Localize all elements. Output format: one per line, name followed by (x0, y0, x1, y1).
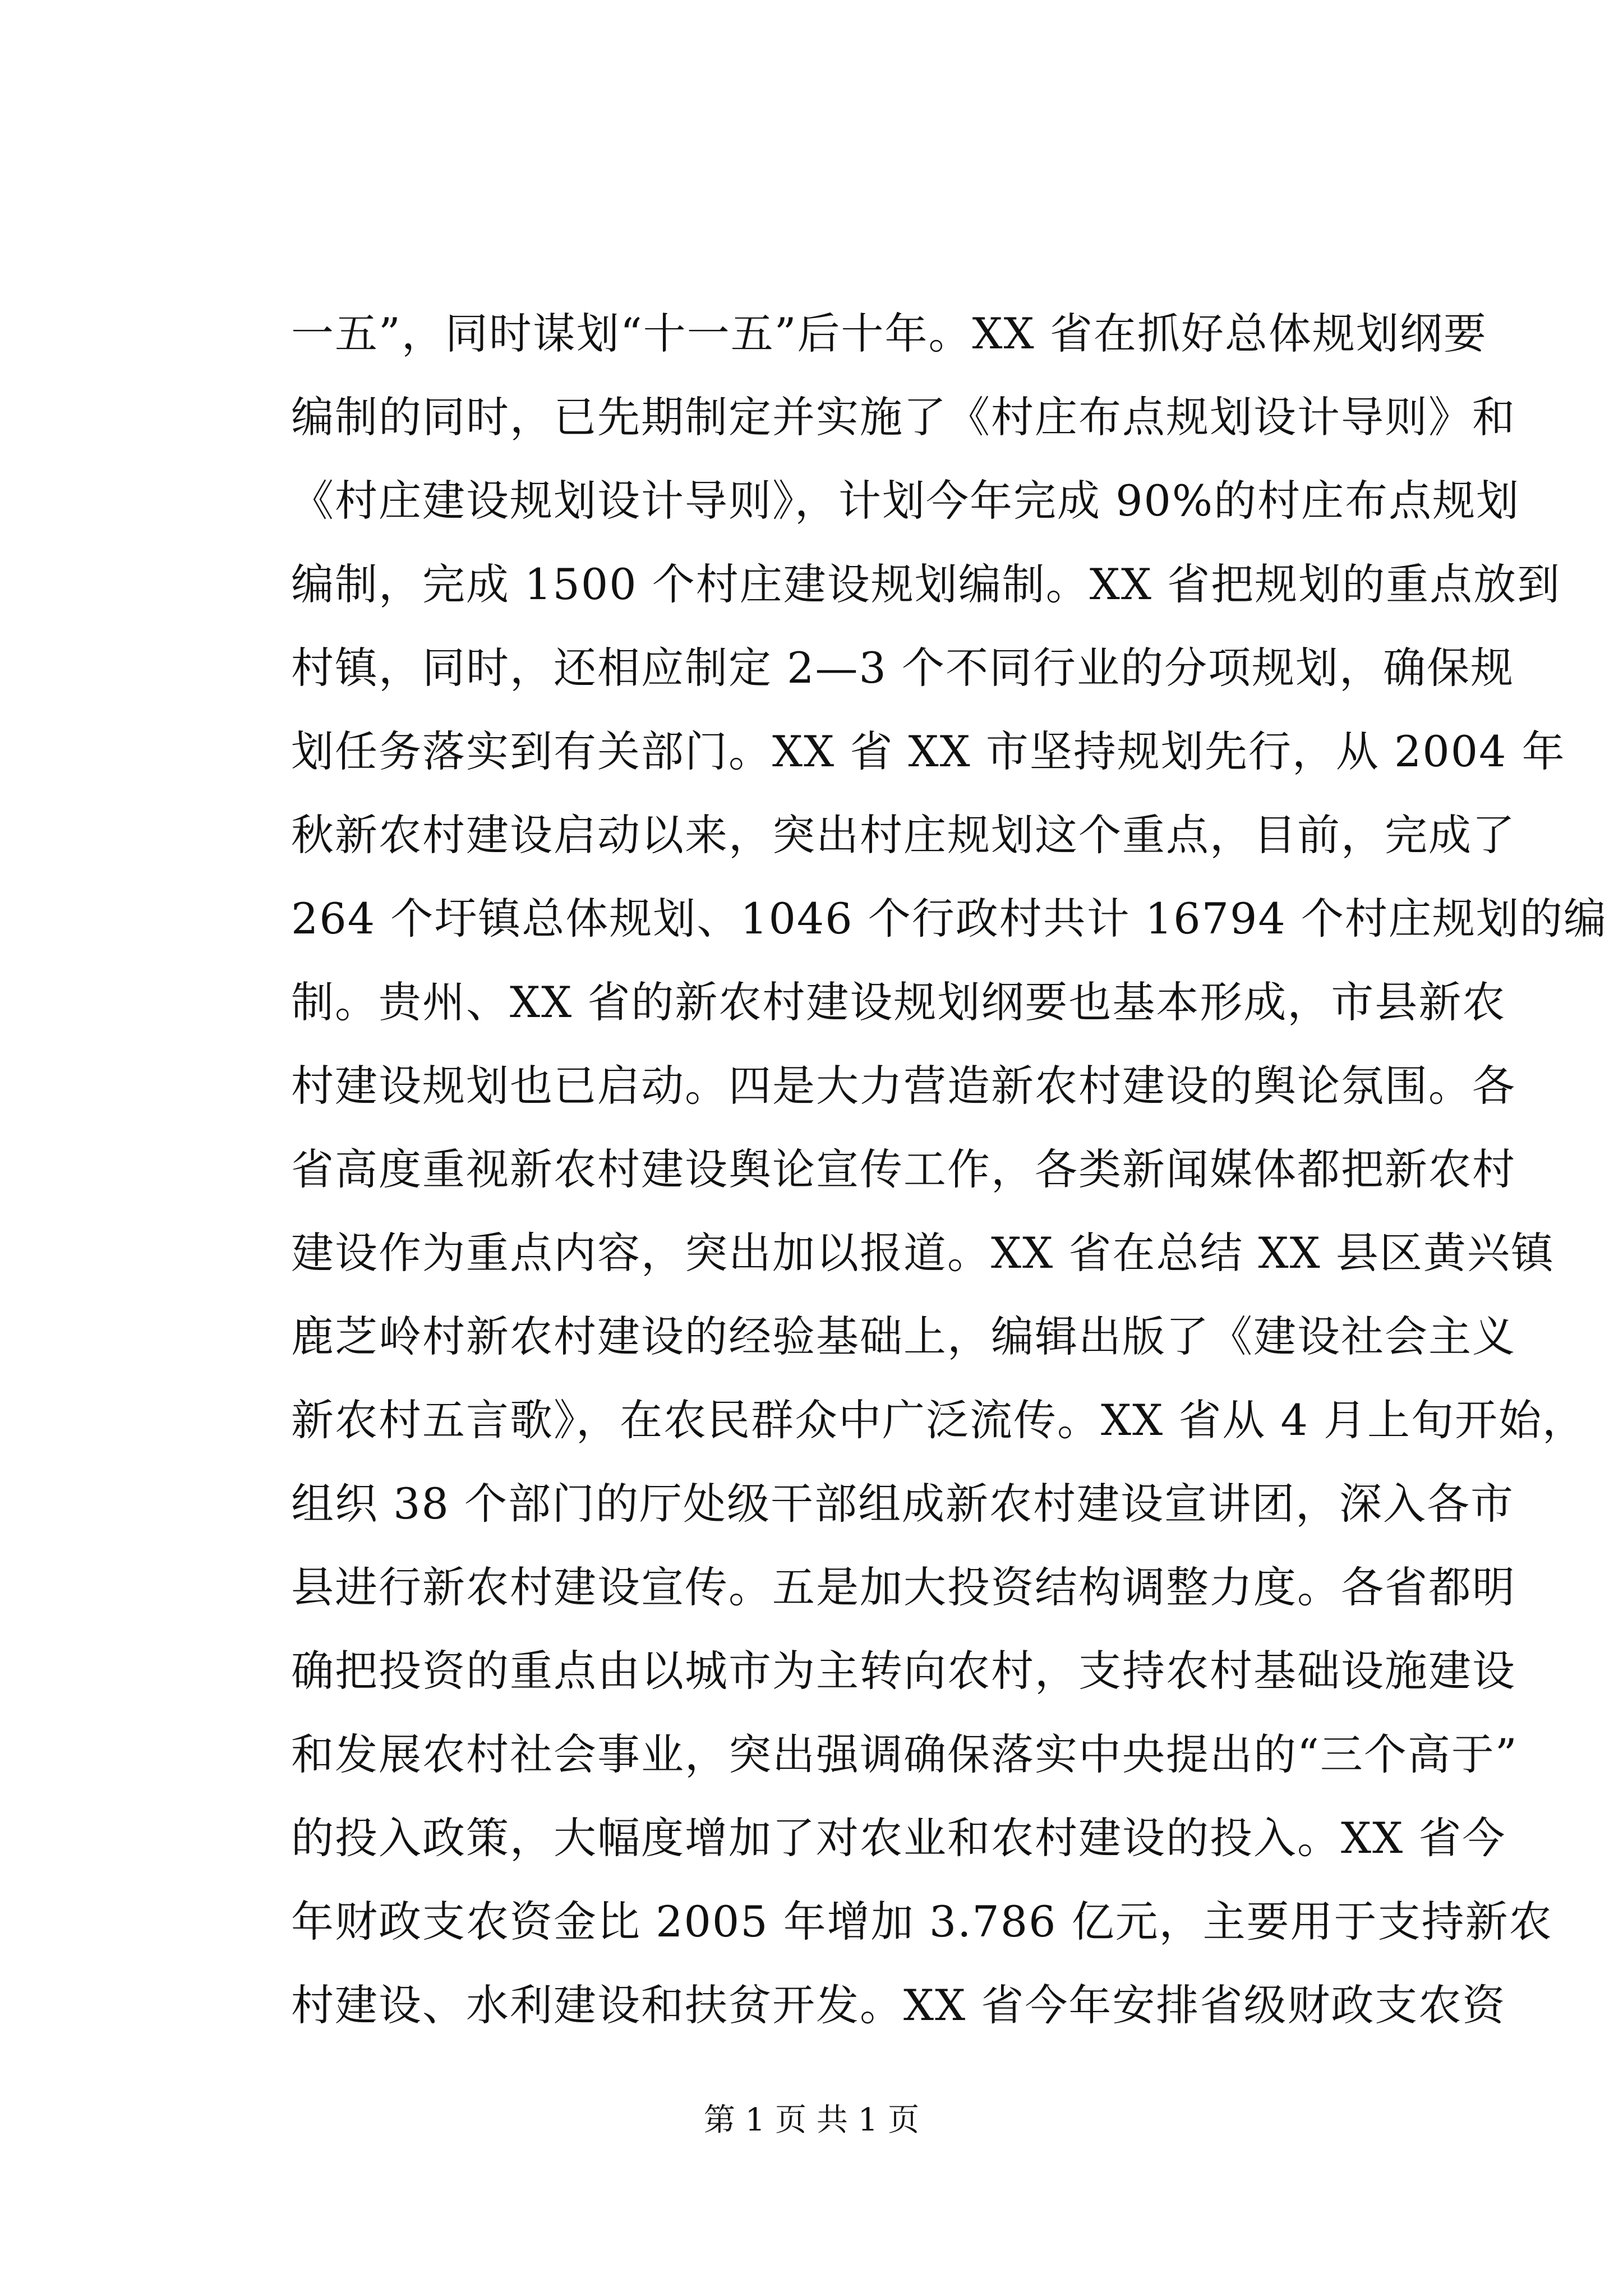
text-line: 《村庄建设规划设计导则》，计划今年完成 90%的村庄布点规划 (291, 476, 1520, 526)
text-line: 制。贵州、XX 省的新农村建设规划纲要也基本形成，市县新农 (291, 977, 1506, 1027)
text-line: 的投入政策，大幅度增加了对农业和农村建设的投入。XX 省今 (291, 1813, 1506, 1863)
text-line: 村建设、水利建设和扶贫开发。XX 省今年安排省级财政支农资 (291, 1980, 1506, 2030)
text-line: 264 个圩镇总体规划、1046 个行政村共计 16794 个村庄规划的编 (291, 894, 1607, 944)
text-line: 村建设规划也已启动。四是大力营造新农村建设的舆论氛围。各 (291, 1061, 1516, 1111)
text-line: 年财政支农资金比 2005 年增加 3.786 亿元，主要用于支持新农 (291, 1897, 1553, 1947)
text-line: 省高度重视新农村建设舆论宣传工作，各类新闻媒体都把新农村 (291, 1144, 1516, 1194)
text-line: 新农村五言歌》，在农民群众中广泛流传。XX 省从 4 月上旬开始， (291, 1395, 1587, 1445)
text-line: 确把投资的重点由以城市为主转向农村，支持农村基础设施建设 (291, 1646, 1516, 1696)
text-line: 一五”，同时谋划“十一五”后十年。XX 省在抓好总体规划纲要 (291, 309, 1487, 358)
text-line: 和发展农村社会事业，突出强调确保落实中央提出的“三个高于” (291, 1729, 1518, 1779)
text-line: 秋新农村建设启动以来，突出村庄规划这个重点，目前，完成了 (291, 810, 1516, 860)
text-line: 组织 38 个部门的厅处级干部组成新农村建设宣讲团，深入各市 (291, 1479, 1515, 1529)
text-line: 编制，完成 1500 个村庄建设规划编制。XX 省把规划的重点放到 (291, 559, 1561, 609)
body-text (291, 292, 1607, 2047)
text-line: 县进行新农村建设宣传。五是加大投资结构调整力度。各省都明 (291, 1562, 1516, 1612)
text-line: 鹿芝岭村新农村建设的经验基础上，编辑出版了《建设社会主义 (291, 1312, 1516, 1361)
text-line: 编制的同时，已先期制定并实施了《村庄布点规划设计导则》和 (291, 392, 1516, 442)
page-number-footer: 第 1 页 共 1 页 (703, 2102, 920, 2138)
text-line: 划任务落实到有关部门。XX 省 XX 市坚持规划先行，从 2004 年 (291, 726, 1566, 776)
text-line: 建设作为重点内容，突出加以报道。XX 省在总结 XX 县区黄兴镇 (291, 1228, 1555, 1278)
text-line: 村镇，同时，还相应制定 2—3 个不同行业的分项规划，确保规 (291, 643, 1515, 693)
